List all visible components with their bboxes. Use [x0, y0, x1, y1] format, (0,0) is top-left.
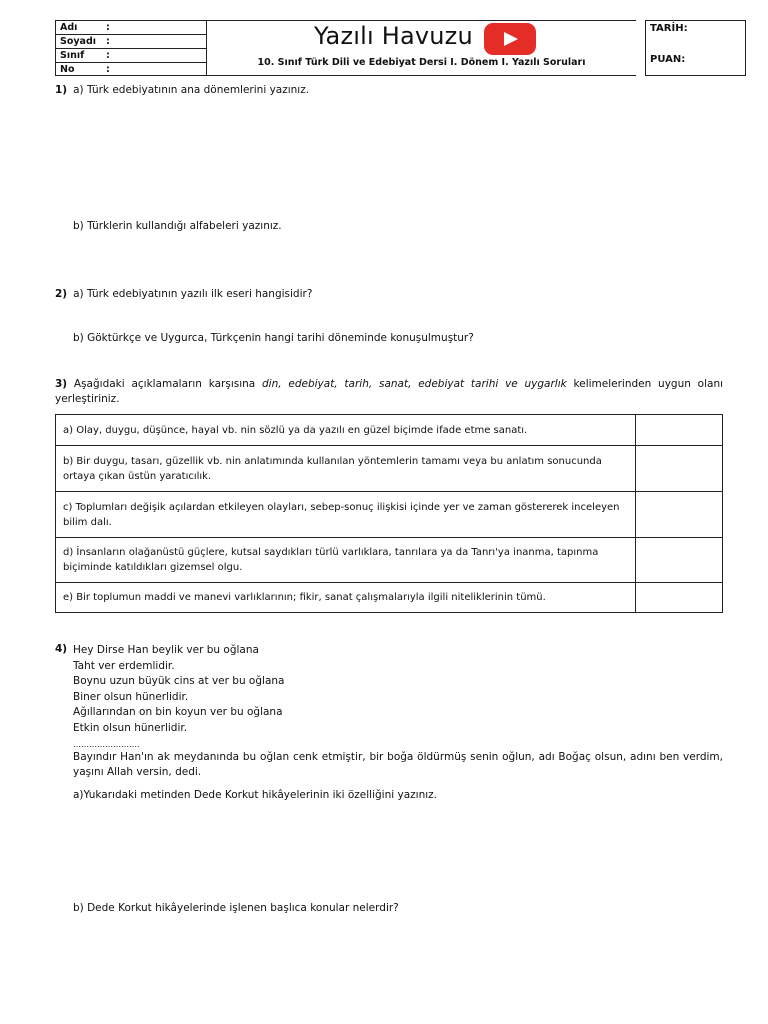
youtube-logo-icon	[484, 23, 536, 55]
question-1b: b) Türklerin kullandığı alfabeleri yazınız.	[73, 220, 282, 232]
answer-cell[interactable]	[636, 583, 723, 613]
table-row	[56, 415, 723, 446]
question-2b: b) Göktürkçe ve Uygurca, Türkçenin hangi tarihi döneminde konuşulmuştur?	[73, 332, 474, 344]
surname-field[interactable]: Soyadı :	[56, 35, 206, 49]
number-field[interactable]: No :	[60, 64, 110, 75]
definition-cell: e) Bir toplumun maddi ve manevi varlıklarının; fikir, sanat çalışmalarıyla ilgili niteliklerinin tümü.	[56, 583, 636, 613]
definition-cell: c) Toplumları değişik açılardan etkileyen olayları, sebep-sonuç ilişkisi içinde yer ve zaman göstererek inceleyen bilim dalı.	[56, 492, 636, 538]
answer-cell[interactable]	[636, 538, 723, 583]
question-4-number: 4)	[55, 643, 68, 655]
poem-line: Ağıllarından on bin koyun ver bu oğlana	[73, 706, 283, 719]
poem-ellipsis: …………………….	[73, 739, 140, 749]
exam-subtitle: 10. Sınıf Türk Dili ve Edebiyat Dersi I. Dönem I. Yazılı Soruları	[257, 57, 586, 68]
name-field[interactable]: Adı :	[56, 21, 206, 35]
table-row	[56, 583, 723, 613]
question-4a: a)Yukarıdaki metinden Dede Korkut hikâyelerinin iki özelliğini yazınız.	[73, 789, 438, 801]
question-1a: 1) a) Türk edebiyatının ana dönemlerini yazınız.	[55, 84, 310, 96]
poem-line: Boynu uzun büyük cins at ver bu oğlana	[73, 675, 285, 688]
poem-line: Hey Dirse Han beylik ver bu oğlana	[73, 644, 259, 656]
table-row	[56, 446, 723, 492]
table-row	[56, 492, 723, 538]
definition-cell: b) Bir duygu, tasarı, güzellik vb. nin anlatımında kullanılan yöntemlerin tamamı veya bu anlatım sonucunda ortaya çıkan üstün yaratıcılık.	[56, 446, 636, 492]
matching-table	[55, 414, 723, 613]
table-row	[56, 538, 723, 583]
prose-excerpt: Bayındır Han'ın ak meydanında bu oğlan cenk etmiştir, bir boğa öldürmüş senin oğlun, adı Boğaç olsun, adını ben verdim, yaşını Allah versin, dedi.	[73, 751, 723, 778]
poem-line: Etkin olsun hünerlidir.	[73, 721, 188, 734]
poem-line: Taht ver erdemlidir.	[73, 659, 175, 672]
question-4b: b) Dede Korkut hikâyelerinde işlenen başlıca konular nelerdir?	[73, 902, 399, 914]
score-label: PUAN:	[650, 54, 686, 65]
definition-cell: a) Olay, duygu, düşünce, hayal vb. nin sözlü ya da yazılı en güzel biçimde ifade etme sanatı.	[56, 415, 636, 446]
class-field[interactable]: Sınıf :	[56, 49, 206, 63]
play-icon	[504, 32, 518, 46]
poem-excerpt	[73, 643, 284, 752]
question-3-terms: din, edebiyat, tarih, sanat, edebiyat tarihi ve uygarlık	[262, 378, 567, 390]
definition-cell: d) İnsanların olağanüstü güçlere, kutsal saydıkları türlü varlıklara, tanrılara ya da Tanrı'ya inanma, tapınma biçiminde katıldıkları gizemsel olgu.	[56, 538, 636, 583]
poem-line: Biner olsun hünerlidir.	[73, 690, 189, 703]
brand-title: Yazılı Havuzu	[314, 22, 473, 50]
date-score-box	[645, 20, 746, 76]
student-info-box	[55, 20, 207, 76]
question-3-intro: 3) Aşağıdaki açıklamaların karşısına din, edebiyat, tarih, sanat, edebiyat tarihi ve uygarlık kelimelerinden uygun olanı yerleştiriniz.	[55, 378, 724, 405]
answer-cell[interactable]	[636, 415, 723, 446]
answer-cell[interactable]	[636, 492, 723, 538]
answer-cell[interactable]	[636, 446, 723, 492]
date-label: TARİH:	[650, 23, 688, 34]
question-2a: 2) a) Türk edebiyatının yazılı ilk eseri hangisidir?	[55, 288, 313, 300]
